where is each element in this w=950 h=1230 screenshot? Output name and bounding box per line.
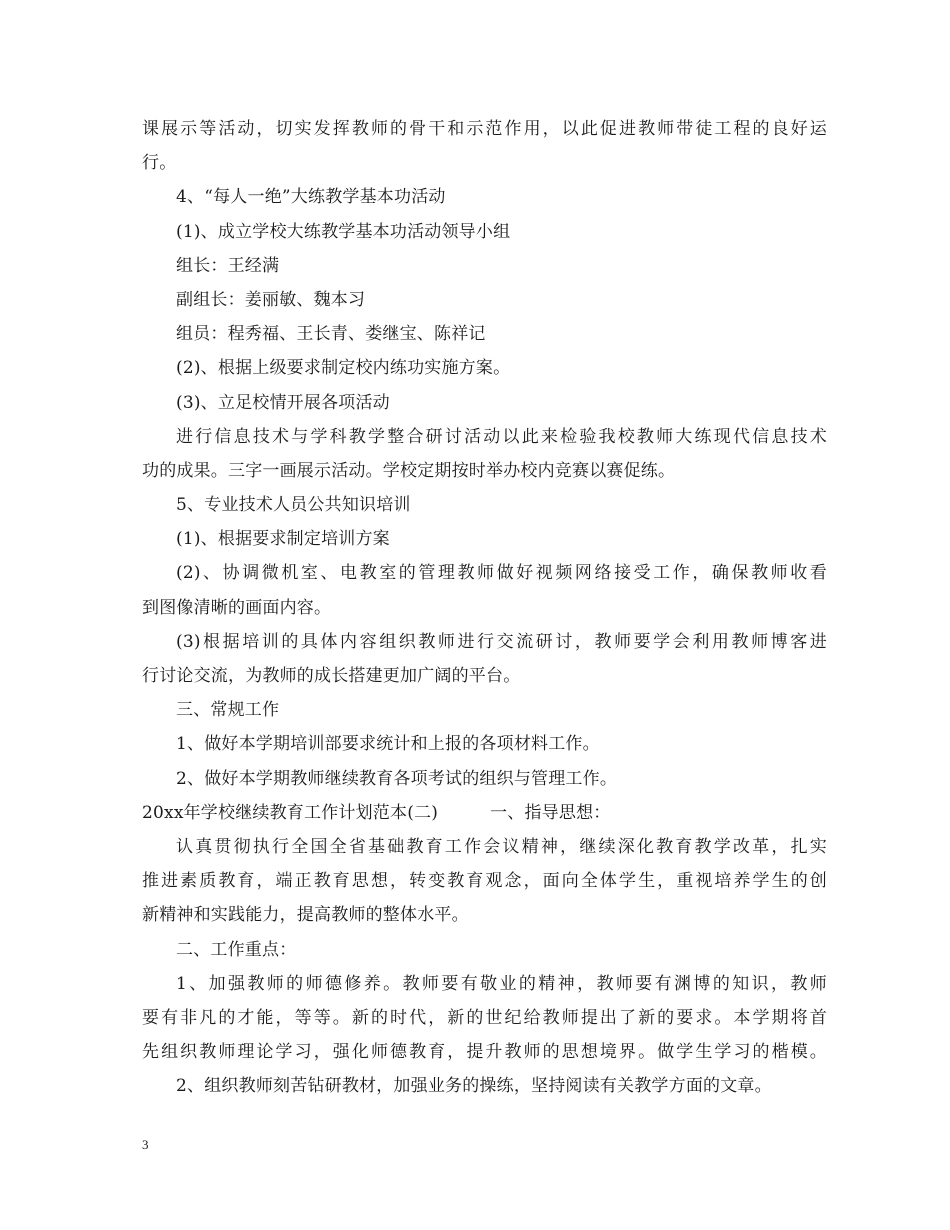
paragraph-line: 副组长：姜丽敏、魏本习 xyxy=(176,289,366,310)
paragraph-line: 新精神和实践能力，提高教师的整体水平。 xyxy=(142,905,469,926)
paragraph-line: 课展示等活动，切实发挥教师的骨干和示范作用，以此促进教师带徒工程的良好运 xyxy=(142,119,827,139)
paragraph-line: 认真贯彻执行全国全省基础教育工作会议精神，继续深化教育教学改革，扎实 xyxy=(176,836,827,857)
document-title: 20xx年学校继续教育工作计划范本(二) xyxy=(142,802,439,823)
section-heading: 4、“每人一绝”大练教学基本功活动 xyxy=(176,187,446,208)
paragraph-line: 到图像清晰的画面内容。 xyxy=(142,597,332,618)
paragraph-line: 组长：王经满 xyxy=(176,255,280,276)
section-heading: 一、指导思想： xyxy=(490,802,611,823)
paragraph-line: 行。 xyxy=(142,153,177,174)
page-number: 3 xyxy=(142,1137,149,1152)
section-heading: 5、专业技术人员公共知识培训 xyxy=(176,495,411,516)
paragraph-line: 1、做好本学期培训部要求统计和上报的各项材料工作。 xyxy=(176,734,600,755)
paragraph-line: (2)、协调微机室、电教室的管理教师做好视频网络接受工作，确保教师收看 xyxy=(176,563,827,584)
document-body xyxy=(142,112,827,1103)
paragraph-line: 推进素质教育，端正教育思想，转变教育观念，面向全体学生，重视培养学生的创 xyxy=(142,871,827,892)
subsection-heading: (1)、根据要求制定培训方案 xyxy=(176,529,390,550)
paragraph-line: 先组织教师理论学习，强化师德教育，提升教师的思想境界。做学生学习的楷模。 xyxy=(142,1042,827,1063)
paragraph-line: 2、做好本学期教师继续教育各项考试的组织与管理工作。 xyxy=(176,768,618,789)
section-heading: 三、常规工作 xyxy=(176,700,280,721)
paragraph-line: 行讨论交流，为教师的成长搭建更加广阔的平台。 xyxy=(142,666,521,686)
paragraph-line: 进行信息技术与学科教学整合研讨活动以此来检验我校教师大练现代信息技术 xyxy=(176,426,827,447)
paragraph-line: 要有非凡的才能，等等。新的时代，新的世纪给教师提出了新的要求。本学期将首 xyxy=(142,1007,827,1028)
section-heading: 二、工作重点： xyxy=(176,939,297,960)
document-title-line xyxy=(142,796,827,830)
paragraph-line: 功的成果。三字一画展示活动。学校定期按时举办校内竞赛以赛促练。 xyxy=(142,460,676,481)
subsection-heading: (3)、立足校情开展各项活动 xyxy=(176,392,390,413)
paragraph-line: (3)根据培训的具体内容组织教师进行交流研讨，教师要学会利用教师博客进 xyxy=(176,631,827,652)
paragraph-line: 2、组织教师刻苦钻研教材，加强业务的操练，坚持阅读有关教学方面的文章。 xyxy=(176,1076,772,1097)
subsection-heading: (1)、成立学校大练教学基本功活动领导小组 xyxy=(176,221,511,242)
paragraph-line: 组员：程秀福、王长青、娄继宝、陈祥记 xyxy=(176,324,486,345)
paragraph-line: 1、加强教师的师德修养。教师要有敬业的精神，教师要有渊博的知识，教师 xyxy=(176,973,827,994)
subsection-heading: (2)、根据上级要求制定校内练功实施方案。 xyxy=(176,358,511,379)
